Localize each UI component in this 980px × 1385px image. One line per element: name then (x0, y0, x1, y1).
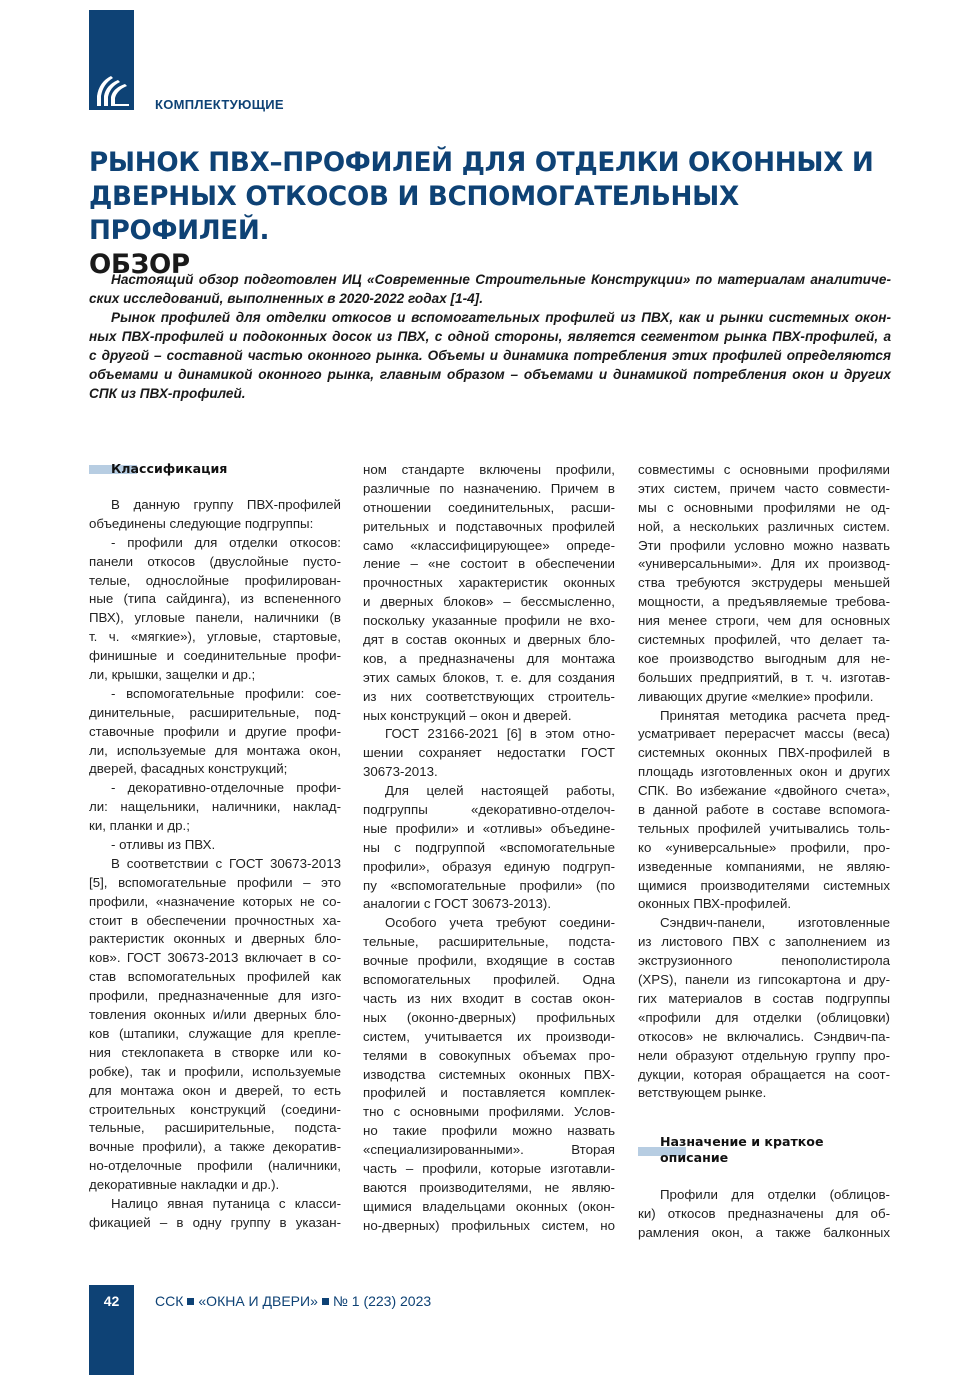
text-line: ные профили» и «отливы» объедине- (363, 820, 615, 836)
text-line: «универсальными». Для их производ- (638, 556, 890, 572)
text-line: ков». ГОСТ 30673-2013 включает в со- (89, 950, 341, 966)
text-line: пу «вспомогательные профили» (по (363, 877, 615, 893)
text-line: СПК. Во избежание «двойного счета», (638, 783, 890, 799)
text-line: товления оконных и/или дверных бло- (89, 1007, 341, 1023)
text-line: гих материалов в состав подгруппы (638, 990, 890, 1006)
text-line: рактеристик оконных и дверных бло- (89, 931, 341, 947)
text-line: ваются производителями, не являю- (363, 1179, 615, 1195)
text-line: щимися производителями системных (638, 877, 890, 893)
text-line: ливающих другие «мелкие» профили. (638, 688, 874, 704)
text-line: совместимы с основными профилями (638, 462, 890, 477)
text-line: тно с основными профилями. Услов- (363, 1104, 615, 1120)
text-line: объединены следующие подгруппы: (89, 515, 314, 531)
text-line: профилей и поставляется комплек- (363, 1085, 615, 1101)
text-line: изводства системных оконных ПВХ- (363, 1066, 615, 1082)
text-line: декоративные накладки и др.). (89, 1177, 280, 1193)
text-line: Принятая методика расчета пред- (660, 707, 890, 723)
footer-issue: № 1 (223) 2023 (332, 1293, 432, 1309)
text-line: изведенные компаниями, не являю- (638, 858, 890, 874)
lead-line: объемами и динамикой оконного рынка, главным образом – объемами и динамикой потребления окон и других (89, 367, 891, 382)
text-line: - отливы из ПВХ. (111, 837, 216, 853)
text-line: профили», образуя единую подгруп- (363, 858, 615, 874)
text-line: ков, а предназначены для монтажа (363, 650, 615, 666)
footer-magazine: «ОКНА И ДВЕРИ» (198, 1293, 318, 1309)
magazine-logo-icon (93, 72, 131, 108)
text-line: экструзионного пенополистирола (638, 953, 890, 969)
text-line: из листового ПВХ с заполнением из (638, 934, 890, 950)
text-line: кое производство выгодным для не- (638, 650, 890, 666)
square-bullet-icon (322, 1298, 329, 1305)
text-line: рамления окон, а также балконных (638, 1225, 890, 1241)
text-line: «специализированными». Вторая (363, 1142, 615, 1158)
text-line: ли: нащельники, наличники, наклад- (89, 799, 341, 815)
text-line: вспомогательных профилей. Одна (363, 972, 615, 988)
text-line: Эти профили условно можно назвать (638, 537, 890, 553)
text-line: В соответствии с ГОСТ 30673-2013 (111, 855, 341, 871)
text-line: площадь изготовленных окон и других (638, 764, 890, 780)
text-line: рительных и подставочных профилей (363, 518, 615, 534)
text-line: т. ч. «мягкие»), угловые, стартовые, (89, 629, 341, 645)
column-1 (89, 461, 341, 1233)
text-line: ветствующем рынке. (638, 1085, 767, 1101)
text-line: и дверных блоков» – бессмысленно, (363, 594, 615, 610)
text-line: панели откосов (двуслойные пусто- (89, 553, 341, 569)
text-line: финишные и соединительные профи- (89, 648, 341, 664)
text-line: - профили для отделки откосов: (111, 534, 341, 550)
title-line: ДВЕРНЫХ ОТКОСОВ И ВСПОМОГАТЕЛЬНЫХ ПРОФИЛЕЙ. (89, 181, 739, 246)
footer-publication-info (155, 1293, 431, 1309)
lead-line: СПК из ПВХ-профилей. (89, 386, 246, 401)
article-lead (89, 270, 891, 403)
text-line: откосов» не включались. Сэндвич-па- (638, 1028, 890, 1044)
text-line: системных профилей, что делает та- (638, 632, 890, 648)
text-line: «профили для отделки (облицовки) (638, 1009, 890, 1025)
text-line: ных (оконно-дверных) профильных (363, 1009, 615, 1025)
text-line: профили, предназначенные для изго- (89, 988, 341, 1004)
text-line: само «классифицирующее» опреде- (363, 537, 615, 553)
text-line: мы с основными профилями не од- (638, 499, 890, 515)
text-line: из них соответствующих строитель- (363, 688, 615, 704)
text-line: ков (штапики, служащие для крепле- (89, 1025, 341, 1041)
text-line: больших предприятий, в т. ч. изготав- (638, 669, 890, 685)
text-line: ной, а нескольких различных систем. (638, 518, 890, 534)
text-line: оконных ПВХ-профилей. (638, 896, 792, 912)
text-line: подгруппы «декоративно-отделоч- (363, 802, 615, 818)
text-line: аналогии с ГОСТ 30673-2013). (363, 896, 552, 912)
text-line: часть – профили, которые изготавли- (363, 1160, 615, 1176)
text-line: прочностных характеристик оконных (363, 575, 615, 591)
text-line: щимися владельцами оконных (окон- (363, 1198, 615, 1214)
text-line: - декоративно-отделочные профи- (111, 780, 341, 796)
text-line: стоит в обеспечении прочностных ха- (89, 912, 341, 928)
column-3 (638, 461, 890, 1243)
text-line: робке), так и профили, используемые (89, 1063, 341, 1079)
text-line: ных конструкций – окон и дверей. (363, 707, 572, 723)
text-line: вочные профили), а также декоратив- (89, 1139, 341, 1155)
text-line: мощности, а предъявляемые требова- (638, 594, 890, 610)
lead-line: ских исследований, выполненных в 2020-2022 годах [1-4]. (89, 291, 483, 306)
text-line: нели образуют отдельную группу про- (638, 1047, 890, 1063)
text-line: но-отделочные профили (наличники, (89, 1158, 341, 1174)
lead-line: Рынок профилей для отделки откосов и вспомогательных профилей из ПВХ, как и рынки системных окон- (111, 310, 891, 325)
text-line: ление – «не состоит в обеспечении (363, 556, 615, 572)
text-line: Профили для отделки (облицов- (660, 1187, 890, 1203)
text-line: 30673-2013. (363, 764, 438, 780)
footer-publisher: ССК (155, 1293, 184, 1309)
text-line: ства требуются экструдеры меньшей (638, 575, 890, 591)
article-subtitle: ОБЗОР (89, 249, 190, 280)
lead-line: ных ПВХ-профилей и подоконных досок из ПВХ, с одной стороны, является сегментом рынка ПВХ-профилей, а (89, 329, 891, 344)
lead-line: Настоящий обзор подготовлен ИЦ «Современные Строительные Конструкции» по материалам аналитиче- (111, 272, 891, 287)
text-line: ки) откосов предназначены для об- (638, 1206, 890, 1222)
text-line: - вспомогательные профили: сое- (111, 685, 341, 701)
text-line: ставочные профили и другие профи- (89, 723, 341, 739)
text-line: телями в совокупных объемах про- (363, 1047, 615, 1063)
text-line: ния менее строги, чем для основных (638, 613, 890, 629)
text-line: дят в состав оконных и дверных бло- (363, 632, 615, 648)
text-line: отношении соединительных, расши- (363, 499, 615, 515)
section-heading-classification: Классификация (89, 461, 341, 477)
text-line: Сэндвич-панели, изготовленные (660, 915, 890, 931)
text-line: В данную группу ПВХ-профилей (111, 497, 341, 512)
text-line: часть из них входит в состав окон- (363, 990, 615, 1006)
text-line: но-дверных) профильных систем, но (363, 1217, 615, 1233)
text-line: усматривает перерасчет массы (веса) (638, 726, 890, 742)
text-line: ны с подгруппой «вспомогательные (363, 839, 615, 855)
page-number: 42 (103, 1293, 120, 1309)
text-line: ки, планки и др.; (89, 818, 190, 834)
section-heading-purpose: Назначение и краткое описание (638, 1134, 890, 1166)
text-line: динительные, расширительные, под- (89, 704, 341, 720)
section-label: КОМПЛЕКТУЮЩИЕ (155, 97, 284, 112)
text-line: тельные, расширительные, подста- (363, 934, 615, 950)
text-line: ли, используемые для монтажа окон, (89, 742, 341, 758)
footer-page-bar (89, 1285, 134, 1375)
text-line: ли, крышки, защелки и др.; (89, 667, 256, 683)
header-logo-bar (89, 10, 134, 110)
text-line: ПВХ), угловые панели, наличники (в (89, 610, 341, 626)
text-line: но такие профили можно назвать (363, 1123, 615, 1139)
text-line: шении сохраняет недостатки ГОСТ (363, 745, 615, 761)
square-bullet-icon (187, 1298, 194, 1305)
lead-line: с другой – составной частью оконного рынка. Объемы и динамика потребления этих профилей определяются (89, 348, 891, 363)
text-line: фикацией – в одну группу в указан- (89, 1214, 341, 1230)
text-line: различные по назначению. Причем в (363, 480, 615, 496)
text-line: тельные, расширительные, подста- (89, 1120, 341, 1136)
text-line: дверей, фасадных конструкций; (89, 761, 288, 777)
text-line: этих самых блоков, т. е. для создания (363, 669, 615, 685)
text-line: этих систем, причем часто совмести- (638, 480, 890, 496)
text-line: ния стеклопакета в створке или ко- (89, 1044, 341, 1060)
text-line: ко «универсальные» профили, про- (638, 839, 890, 855)
text-line: в данной работе в составе вспомога- (638, 802, 890, 818)
text-line: став вспомогательных профилей как (89, 969, 341, 985)
article-title (89, 146, 884, 282)
text-line: ГОСТ 23166-2021 [6] в этом отно- (385, 726, 615, 742)
text-line: (XPS), панели из гипсокартона и дру- (638, 972, 890, 988)
text-line: поскольку указанные профили не вхо- (363, 613, 615, 629)
text-line: тельных профилей учитывались толь- (638, 820, 890, 836)
text-line: телые, однослойные профилирован- (89, 572, 341, 588)
text-line: Налицо явная путаница с класси- (111, 1195, 341, 1211)
text-line: вочные профили, входящие в состав (363, 953, 615, 969)
text-line: профили, «назначение которых не со- (89, 893, 341, 909)
text-line: Особого учета требуют соедини- (385, 915, 615, 931)
column-2 (363, 461, 615, 1236)
text-line: системных оконных ПВХ-профилей в (638, 745, 890, 761)
text-line: систем, учитывается их производи- (363, 1028, 615, 1044)
text-line: [5], вспомогательные профили – это (89, 874, 341, 890)
text-line: строительных конструкций (соедини- (89, 1101, 341, 1117)
text-line: для монтажа окон и дверей, то есть (89, 1082, 341, 1098)
text-line: дукции, которая обращается на соот- (638, 1066, 890, 1082)
text-line: ные (типа сайдинга), из вспененного (89, 591, 341, 607)
text-line: ном стандарте включены профили, (363, 462, 615, 477)
title-line: РЫНОК ПВХ–ПРОФИЛЕЙ ДЛЯ ОТДЕЛКИ ОКОННЫХ И (89, 147, 874, 178)
text-line: Для целей настоящей работы, (385, 783, 615, 799)
